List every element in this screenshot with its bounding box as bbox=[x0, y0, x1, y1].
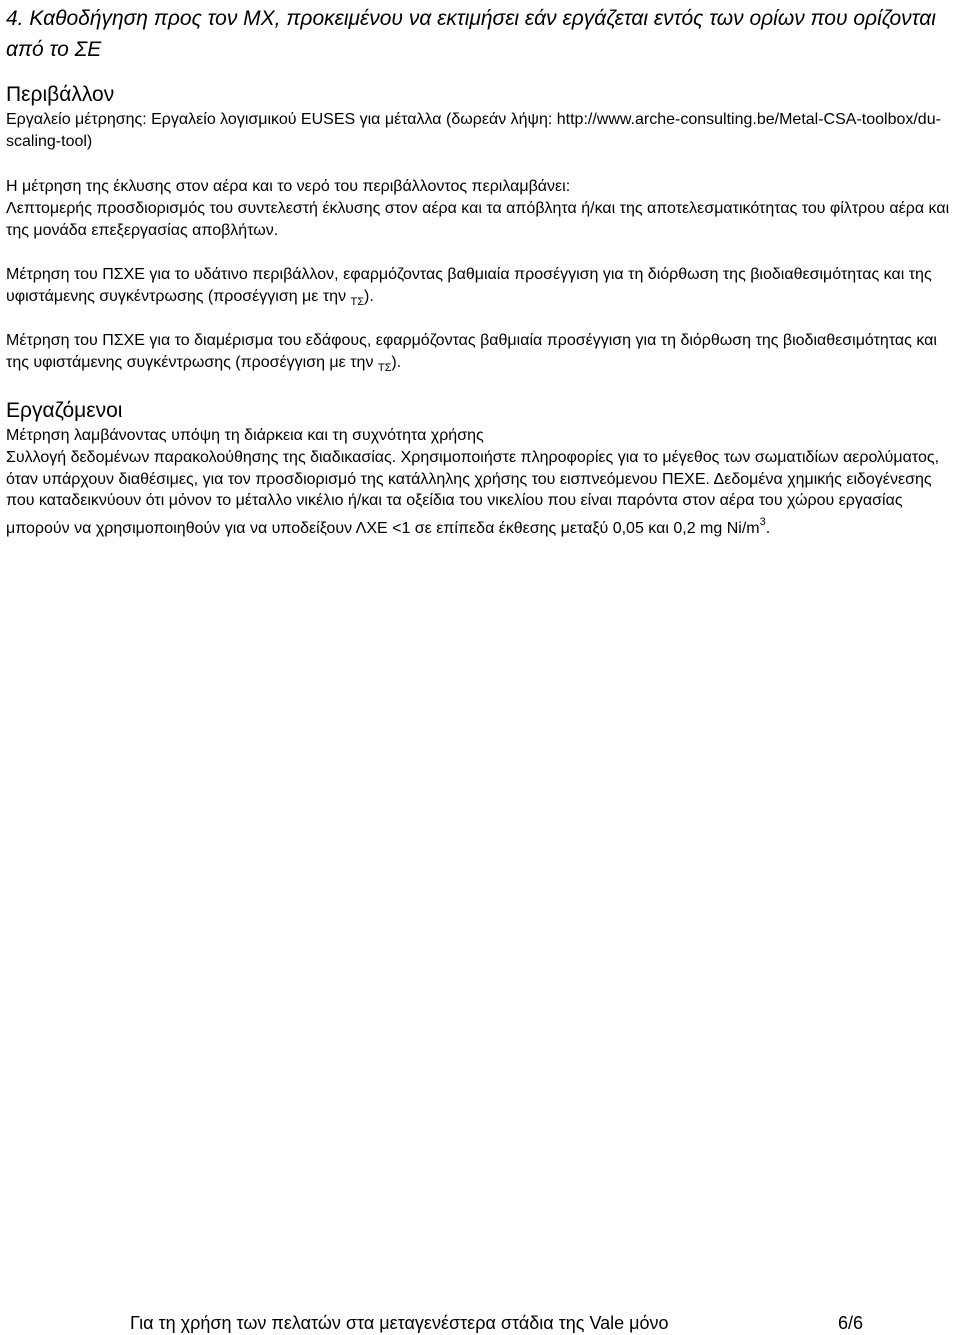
environment-water-paragraph bbox=[6, 264, 956, 313]
page-number: 6/6 bbox=[838, 1313, 864, 1333]
water-end: ). bbox=[364, 287, 374, 305]
environment-heading: Περιβάλλον bbox=[6, 83, 115, 106]
environment-detail: Λεπτομερής προσδιορισμός του συντελεστή έκλυσης στον αέρα και τα απόβλητα ή/και της αποτελεσματικότητας του φίλτρου αέρα και της μονάδα επεξεργασίας αποβλήτων. bbox=[6, 200, 950, 239]
section-title: 4. Καθοδήγηση προς τον ΜΧ, προκειμένου να εκτιμήσει εάν εργάζεται εντός των ορίων που ορίζονται από το ΣΕ bbox=[6, 7, 936, 61]
environment-intro: Η μέτρηση της έκλυσης στον αέρα και το νερό του περιβάλλοντος περιλαμβάνει: bbox=[6, 178, 571, 195]
workers-data-paragraph bbox=[6, 447, 956, 539]
workers-data-text: Συλλογή δεδομένων παρακολούθησης της διαδικασίας. Χρησιμοποιήστε πληροφορίες για το μέγεθος των σωματιδίων αερολύματος, όταν υπάρχουν διαθέσιμες, για τον προσδιορισμό της κατάλληλης χρήσης του εισπνεόμενου ΠΕΧΕ. Δεδομένα χημικής ειδογένεσης που καταδεικνύουν ότι μόνον το μέταλλο νικέλιο ή/και τα οξείδια του νικελίου που είναι παρόντα στον αέρα του χώρου εργασίας μπορούν να χρησιμοποιηθούν για να υποδείξουν ΛΧΕ <1 σε επίπεδα έκθεσης μεταξύ 0,05 και 0,2 mg Ni/m bbox=[6, 449, 940, 537]
workers-data-superscript: 3 bbox=[759, 515, 766, 528]
workers-data-end: . bbox=[765, 519, 771, 537]
water-text: Μέτρηση του ΠΣΧΕ για το υδάτινο περιβάλλον, εφαρμόζοντας βαθμιαία προσέγγιση για τη διόρθωση της βιοδιαθεσιμότητας και της υφιστάμενης συγκέντρωσης (προσέγγιση με την bbox=[6, 266, 932, 305]
soil-end: ). bbox=[391, 353, 402, 371]
water-subscript: ΤΣ bbox=[350, 295, 365, 308]
soil-text: Μέτρηση του ΠΣΧΕ για το διαμέρισμα του εδάφους, εφαρμόζοντας βαθμιαία προσέγγιση για τη διόρθωση της βιοδιαθεσιμότητας και της υφιστάμενης συγκέντρωσης (προσέγγιση με την bbox=[6, 332, 937, 371]
footer-note: Για τη χρήση των πελατών στα μεταγενέστερα στάδια της Vale μόνο bbox=[130, 1313, 669, 1333]
environment-soil-paragraph bbox=[6, 330, 956, 379]
workers-measure-line: Μέτρηση λαμβάνοντας υπόψη τη διάρκεια και τη συχνότητα χρήσης bbox=[6, 427, 484, 444]
environment-tool-line: Εργαλείο μέτρησης: Εργαλείο λογισμικού EUSES για μέταλλα (δωρεάν λήψη: http://www.arche-consulting.be/Metal-CSA-toolbox/du-scaling-tool) bbox=[6, 111, 941, 150]
workers-heading: Εργαζόμενοι bbox=[6, 399, 123, 422]
soil-subscript: ΤΣ bbox=[377, 361, 392, 374]
